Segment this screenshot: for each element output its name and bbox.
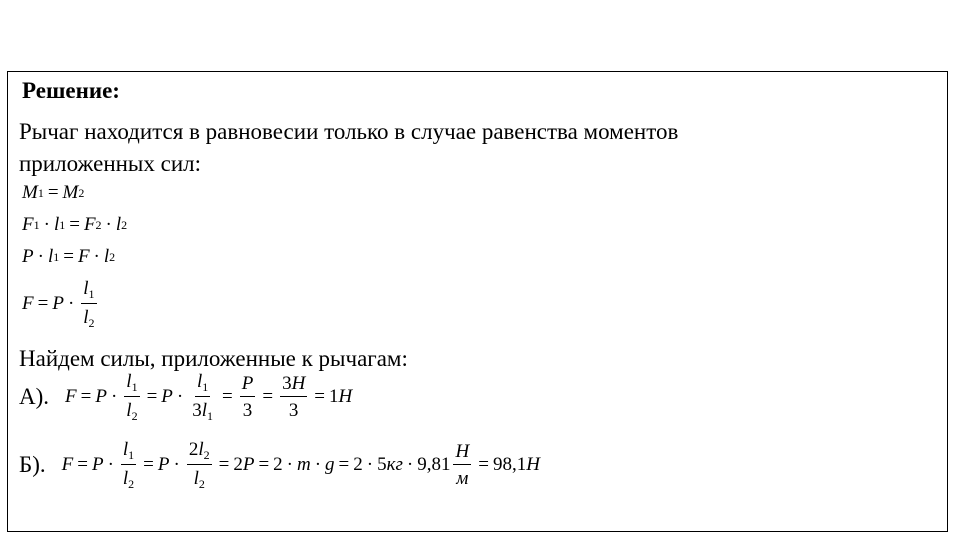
solution-box	[7, 71, 948, 532]
formula-force-expression: F = P · $\frac{l_1}{l_2}$	[22, 278, 95, 330]
formula-part-a: А). F = P · $\frac{l_1}{l_2}$ = P · $\frac{l_1}{3l_1}$ = $\frac{P}{3}$ = $\frac{3H}{3}$ = 1 H	[19, 371, 353, 423]
part-a-label: А).	[19, 384, 50, 409]
solution-heading: Решение:	[22, 78, 120, 103]
intro-text	[19, 116, 678, 180]
formula-moments-equal: M 1 = M 2	[22, 182, 85, 203]
part-b-label: Б).	[19, 452, 46, 477]
fraction-l1-l2: $\frac{l_1}{l_2}$	[83, 278, 95, 330]
formula-part-b: Б). F = P · $\frac{l_1}{l_2}$ = P · $\frac{2l_2}{l_2}$ = 2 P = 2 · m · g = 2 · 5 кг · 9,81 $\frac{H}{м}$ = 98,1 H	[19, 439, 540, 491]
formula-weight-force: P · l 1 = F · l 2	[22, 246, 116, 267]
intro-line-1: Рычаг находится в равновесии только в случае равенства моментов	[19, 119, 679, 144]
formula-forces-arms: F 1 · l 1 = F 2 · l 2	[22, 214, 128, 235]
intro-line-2: приложенных сил:	[19, 151, 202, 176]
find-forces-text: Найдем силы, приложенные к рычагам:	[19, 346, 408, 371]
